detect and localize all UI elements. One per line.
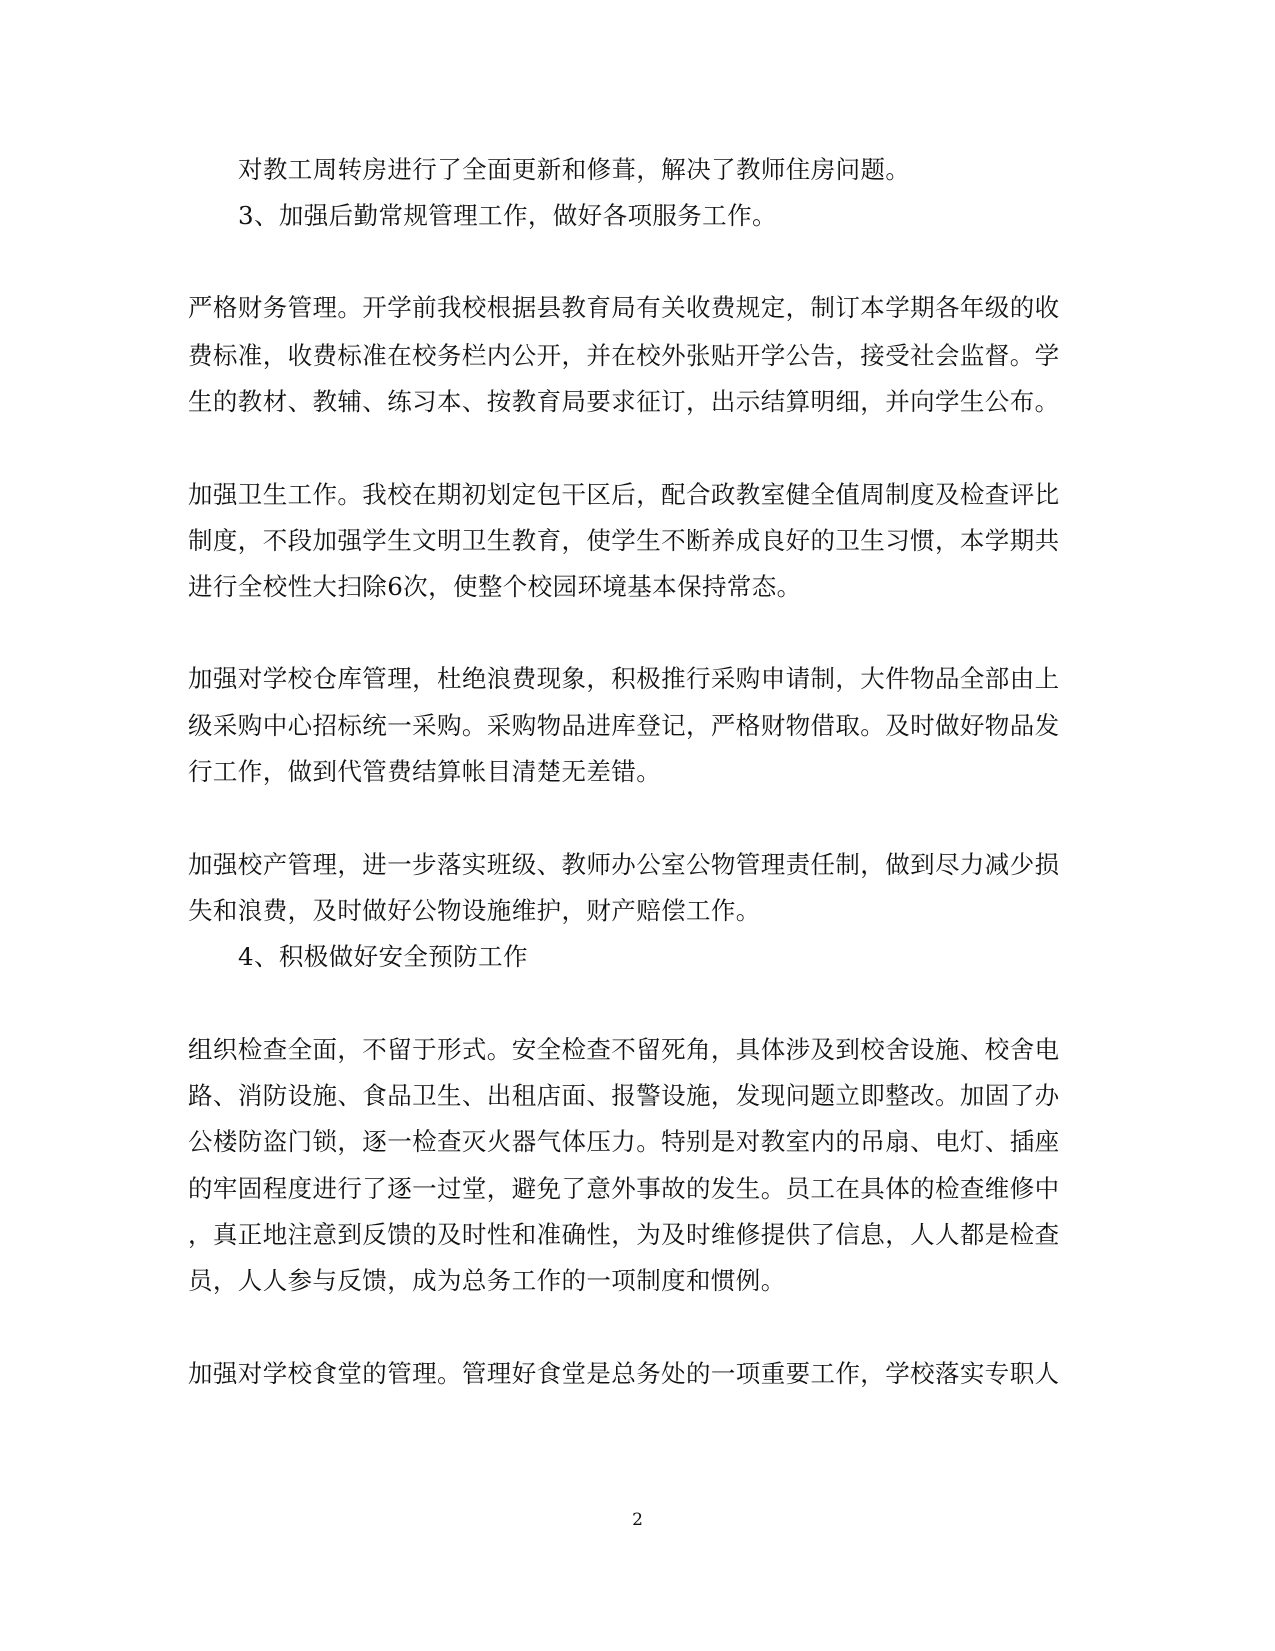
text-line: 公楼防盗门锁，逐一检查灭火器气体压力。特别是对教室内的吊扇、电灯、插座 — [188, 1127, 1060, 1156]
text-line: 加强对学校食堂的管理。管理好食堂是总务处的一项重要工作，学校落实专职人 — [188, 1359, 1060, 1388]
text-line: 加强对学校仓库管理，杜绝浪费现象，积极推行采购申请制，大件物品全部由上 — [188, 664, 1060, 693]
text-line: 生的教材、教辅、练习本、按教育局要求征订，出示结算明细，并向学生公布。 — [188, 387, 1060, 416]
text-line: 严格财务管理。开学前我校根据县教育局有关收费规定，制订本学期各年级的收 — [188, 293, 1060, 322]
text-line: 行工作，做到代管费结算帐目清楚无差错。 — [188, 757, 662, 786]
text-line: 费标准，收费标准在校务栏内公开，并在校外张贴开学公告，接受社会监督。学 — [188, 341, 1060, 370]
page-number: 2 — [632, 1510, 643, 1530]
section-heading: 4、积极做好安全预防工作 — [238, 942, 528, 971]
text-line: 失和浪费，及时做好公物设施维护，财产赔偿工作。 — [188, 896, 761, 925]
text-line: 加强校产管理，进一步落实班级、教师办公室公物管理责任制，做到尽力减少损 — [188, 850, 1060, 879]
section-heading: 3、加强后勤常规管理工作，做好各项服务工作。 — [238, 201, 777, 230]
text-line: 加强卫生工作。我校在期初划定包干区后，配合政教室健全值周制度及检查评比 — [188, 480, 1060, 509]
text-line: 制度，不段加强学生文明卫生教育，使学生不断养成良好的卫生习惯，本学期共 — [188, 526, 1060, 555]
text-line: 对教工周转房进行了全面更新和修葺，解决了教师住房问题。 — [238, 155, 911, 184]
text-line: 路、消防设施、食品卫生、出租店面、报警设施，发现问题立即整改。加固了办 — [188, 1081, 1060, 1110]
text-line: 进行全校性大扫除6次，使整个校园环境基本保持常态。 — [188, 572, 802, 601]
text-line: 级采购中心招标统一采购。采购物品进库登记，严格财物借取。及时做好物品发 — [188, 711, 1060, 740]
text-line: 员，人人参与反馈，成为总务工作的一项制度和惯例。 — [188, 1266, 786, 1295]
text-line: 的牢固程度进行了逐一过堂，避免了意外事故的发生。员工在具体的检查维修中 — [188, 1174, 1060, 1203]
text-line: 组织检查全面，不留于形式。安全检查不留死角，具体涉及到校舍设施、校舍电 — [188, 1035, 1060, 1064]
text-line: ，真正地注意到反馈的及时性和准确性，为及时维修提供了信息，人人都是检查 — [188, 1220, 1060, 1249]
